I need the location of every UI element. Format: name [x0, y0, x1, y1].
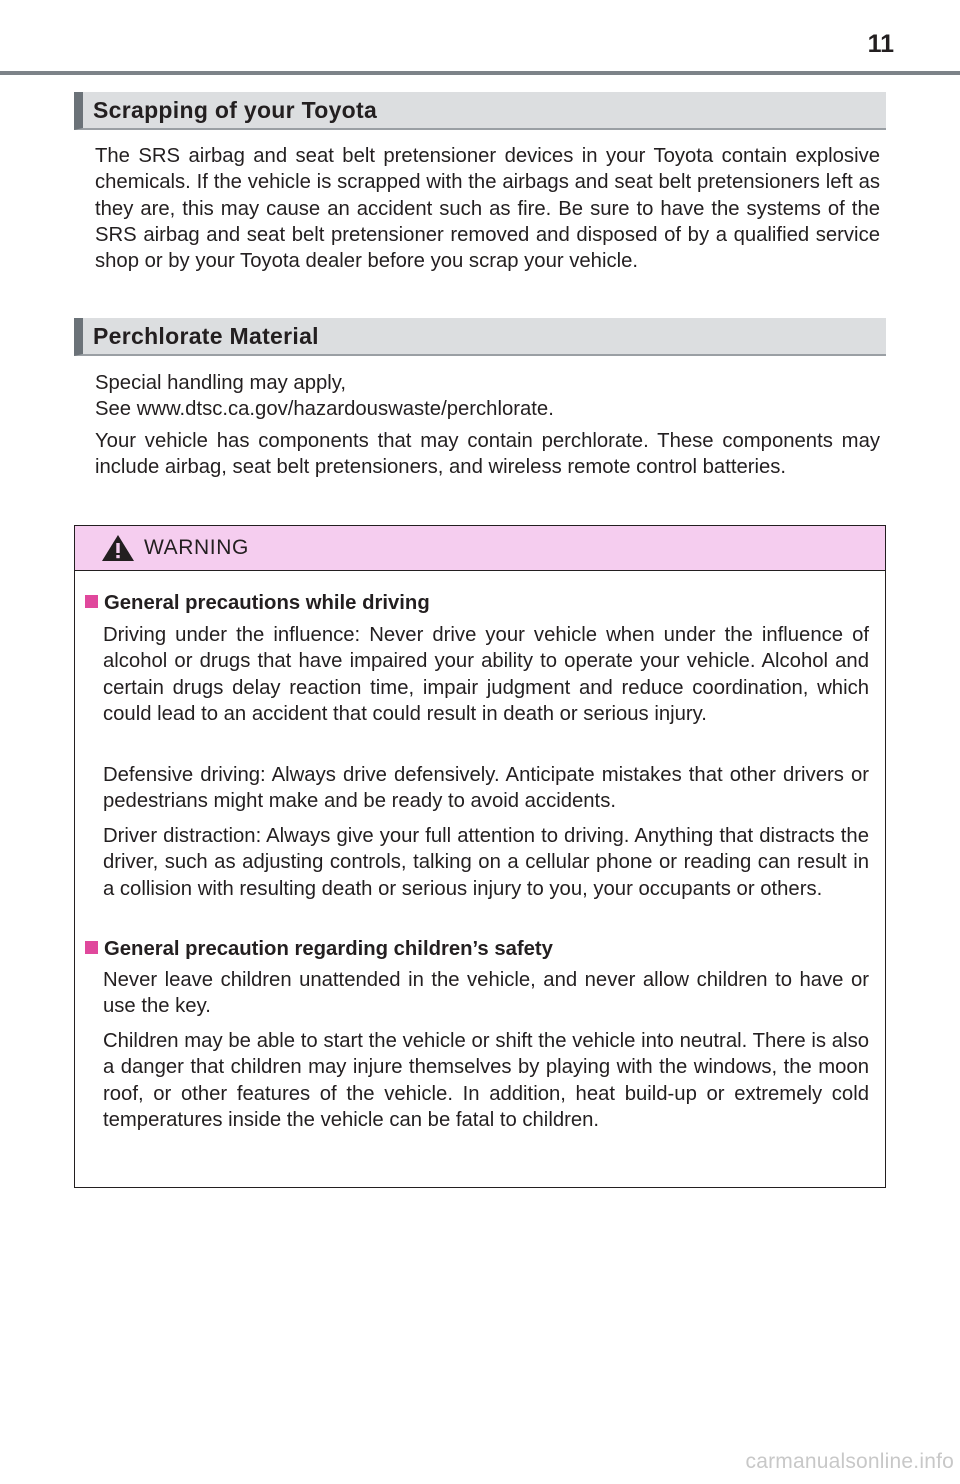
warning-header [75, 526, 885, 571]
warning-paragraph-defensive: Defensive driving: Always drive defensively. Anticipate mistakes that other drivers or pedestrians might make and be ready to avoid accidents. [103, 764, 869, 813]
header-rule [0, 71, 960, 75]
warning-paragraph-distraction: Driver distraction: Always give your full attention to driving. Anything that distracts the driver, such as adjusting controls, talking on a cellular phone or reading can result in a collision with resulting death or serious injury to you, your occupants or others. [103, 825, 869, 900]
square-bullet-icon [85, 595, 98, 608]
warning-paragraph-unattended: Never leave children unattended in the vehicle, and never allow children to have or use the key. [103, 969, 869, 1018]
warning-topic-driving [85, 590, 430, 616]
scrapping-paragraph: The SRS airbag and seat belt pretensioner devices in your Toyota contain explosive chemicals. If the vehicle is scrapped with the airbags and seat belt pretensioners left as they are, this may cause an accident such as fire. Be sure to have the systems of the SRS airbag and seat belt pretensioner removed and disposed of by a qualified service shop or by your Toyota dealer before you scrap your vehicle. [95, 145, 880, 273]
square-bullet-icon [85, 941, 98, 954]
warning-label: WARNING [144, 536, 249, 559]
warning-paragraph-influence: Driving under the influence: Never drive your vehicle when under the influence of alcohol or drugs that have impaired your ability to operate your vehicle. Alcohol and certain drugs delay reaction time, impair judgment and reduce coordination, which could lead to an accident that could result in death or serious injury. [103, 624, 869, 725]
section-heading-scrapping: Scrapping of your Toyota [74, 92, 886, 130]
perchlorate-special-handling [95, 370, 880, 423]
dtsc-link-text: See www.dtsc.ca.gov/hazardouswaste/perchlorate. [95, 398, 554, 421]
warning-paragraph-child-danger: Children may be able to start the vehicle or shift the vehicle into neutral. There is also a danger that children may injure themselves by playing with the windows, the moon roof, or other features of the vehicle. In addition, heat build-up or extremely cold temperatures inside the vehicle can be fatal to children. [103, 1030, 869, 1131]
perchlorate-paragraph: Your vehicle has components that may contain perchlorate. These components may include airbag, seat belt pretensioners, and wireless remote control batteries. [95, 430, 880, 479]
warning-topic-title: General precaution regarding children’s safety [104, 938, 553, 960]
warning-box [74, 525, 886, 1188]
warning-topic-children [85, 936, 553, 962]
section-heading-perchlorate: Perchlorate Material [74, 318, 886, 356]
warning-triangle-icon [101, 534, 135, 562]
page-number: 11 [867, 30, 894, 58]
watermark: carmanualsonline.info [745, 1450, 954, 1473]
special-handling-line: Special handling may apply, [95, 372, 347, 394]
warning-topic-title: General precautions while driving [104, 592, 430, 614]
